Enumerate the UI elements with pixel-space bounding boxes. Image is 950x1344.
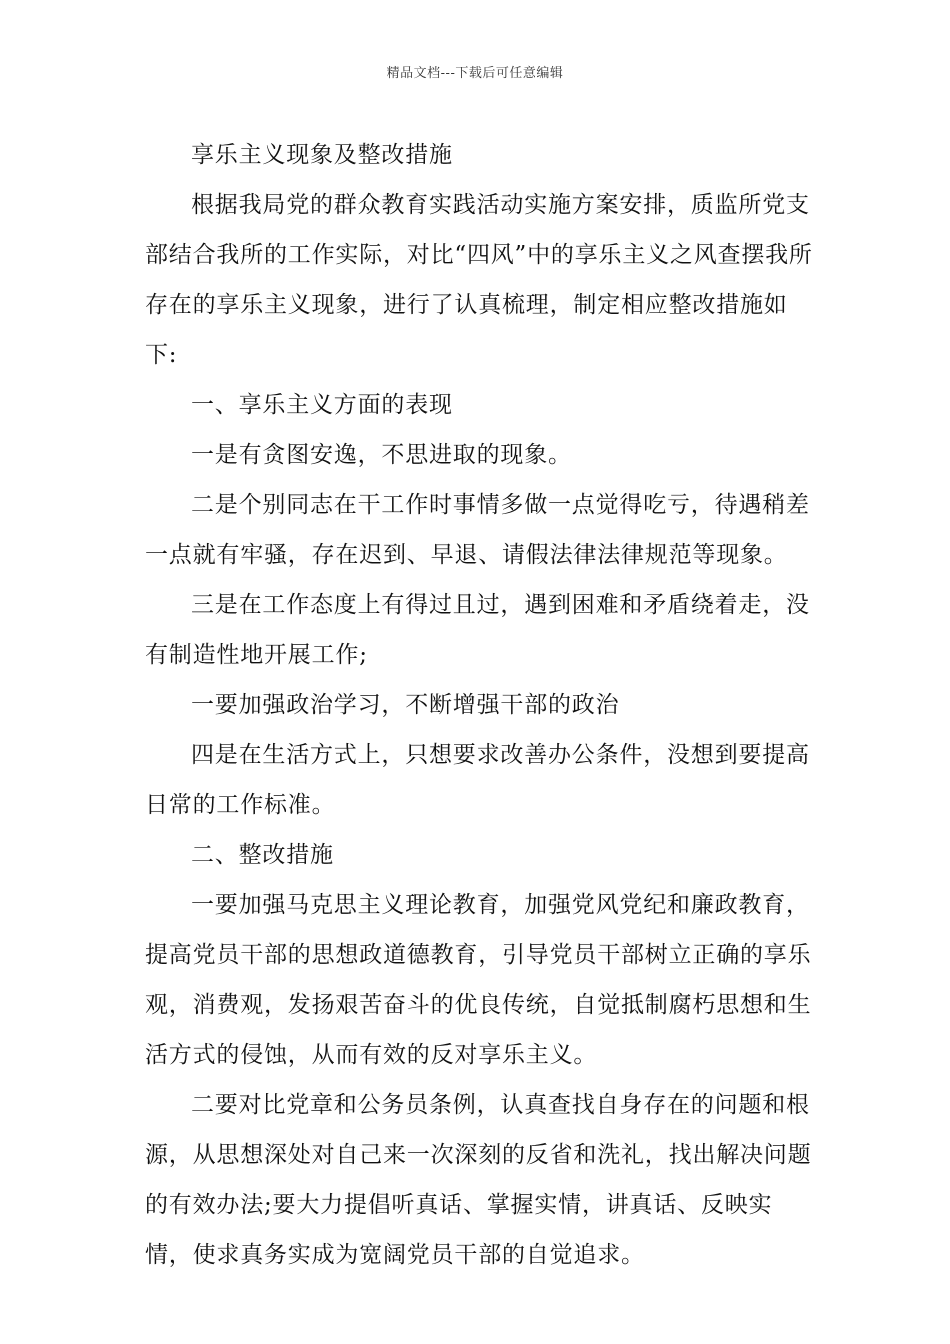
page-header: 精品文档---下载后可任意编辑 [386, 66, 564, 81]
paragraph-4: 一要加强政治学习，不断增强干部的政治 [191, 692, 620, 718]
intro-paragraph: 根据我局党的群众教育实践活动实施方案安排，质监所党支部结合我所的工作实际，对比“四风”中的享乐主义之风查摆我所存在的享乐主义现象，进行了认真梳理，制定相应整改措施如下: [145, 192, 813, 368]
paragraph-1: 一是有贪图安逸，不思进取的现象。 [191, 442, 572, 468]
paragraph-5: 四是在生活方式上，只想要求改善办公条件，没想到要提高日常的工作标准。 [145, 742, 810, 818]
paragraph-3: 三是在工作态度上有得过且过，遇到困难和矛盾绕着走，没有制造性地开展工作; [145, 592, 810, 668]
document-body [145, 130, 815, 1280]
section-heading-2: 二、整改措施 [191, 842, 334, 868]
paragraph-2: 二是个别同志在干工作时事情多做一点觉得吃亏，待遇稍差一点就有牢骚，存在迟到、早退、请假法律法律规范等现象。 [145, 492, 810, 568]
section-heading-1: 一、享乐主义方面的表现 [191, 392, 453, 418]
paragraph-7: 二要对比党章和公务员条例，认真查找自身存在的问题和根源，从思想深处对自己来一次深刻的反省和洗礼，找出解决问题的有效办法;要大力提倡听真话、掌握实情，讲真话、反映实情，使求真务实成为宽阔党员干部的自觉追求。 [145, 1092, 812, 1268]
paragraph-6: 一要加强马克思主义理论教育，加强党风党纪和廉政教育，提高党员干部的思想政道德教育，引导党员干部树立正确的享乐观，消费观，发扬艰苦奋斗的优良传统，自觉抵制腐朽思想和生活方式的侵蚀，从而有效的反对享乐主义。 [145, 892, 812, 1068]
document-title: 享乐主义现象及整改措施 [191, 142, 453, 168]
